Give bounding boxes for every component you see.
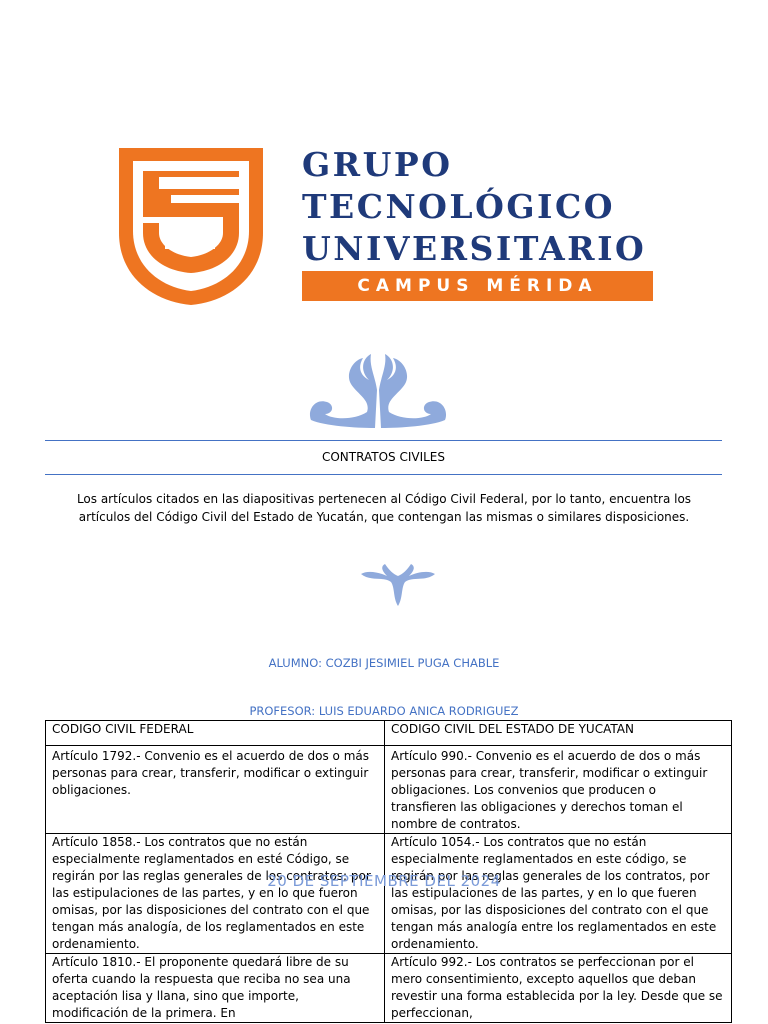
document-date: 20 DE SEPTIEMBRE DEL 2024 <box>267 872 501 890</box>
table-cell: Artículo 990.- Convenio es el acuerdo de dos o más personas para crear, transferir, modificar o extinguir obligaciones. Los convenios que producen o transfieren las obligaciones y derechos toman el nombre de contratos. <box>385 746 732 834</box>
table-row <box>46 746 732 834</box>
table-header-cell: CODIGO CIVIL DEL ESTADO DE YUCATAN <box>385 721 732 746</box>
table-row <box>46 834 732 954</box>
table-row <box>46 954 732 1023</box>
professor-name: PROFESOR: LUIS EDUARDO ANICA RODRIGUEZ <box>249 704 519 718</box>
student-name: ALUMNO: COZBI JESIMIEL PUGA CHABLE <box>268 656 500 670</box>
table-cell: Artículo 1858.- Los contratos que no están especialmente reglamentados en esté Código, se regirán por las reglas generales de los contratos; por las estipulaciones de las partes, y en lo que fueron omisas, por las disposiciones del contrato con el que tengan más analogía, de los reglamentados en este ordenamiento. <box>46 834 385 954</box>
divider-ornament-icon <box>357 564 439 608</box>
floral-ornament-icon <box>305 350 451 432</box>
table-header-cell: CODIGO CIVIL FEDERAL <box>46 721 385 746</box>
logo-line-grupo: GRUPO <box>302 145 453 184</box>
table-cell: Artículo 1810.- El proponente quedará libre de su oferta cuando la respuesta que reciba no sea una aceptación lisa y llana, sino que importe, modificación de la primera. En <box>46 954 385 1023</box>
top-divider <box>45 440 722 441</box>
document-title: CONTRATOS CIVILES <box>321 450 446 464</box>
table-cell: Artículo 992.- Los contratos se perfeccionan por el mero consentimiento, excepto aquellos que deban revestir una forma establecida por la ley. Desde que se perfeccionan, <box>385 954 732 1023</box>
logo-line-universitario: UNIVERSITARIO <box>302 229 647 268</box>
table-header-row <box>46 721 732 746</box>
table-cell: Artículo 1054.- Los contratos que no están especialmente reglamentados en este código, se regirán por las reglas generales de los contratos, por las estipulaciones de las partes, y en lo que fueren omisas, por las disposiciones del contrato con el que tengan más analogía entre los reglamentados en este ordenamiento. <box>385 834 732 954</box>
university-logo <box>115 145 653 307</box>
intro-paragraph: Los artículos citados en las diapositivas pertenecen al Código Civil Federal, por lo tanto, encuentra los artículos del Código Civil del Estado de Yucatán, que contengan las mismas o similares disposiciones. <box>76 492 692 524</box>
logo-campus-banner: CAMPUS MÉRIDA <box>302 271 653 301</box>
bottom-divider <box>45 474 722 475</box>
table-cell: Artículo 1792.- Convenio es el acuerdo de dos o más personas para crear, transferir, modificar o extinguir obligaciones. <box>46 746 385 834</box>
gtu-shield-icon <box>115 145 267 307</box>
logo-line-tecnologico: TECNOLÓGICO <box>302 187 615 226</box>
